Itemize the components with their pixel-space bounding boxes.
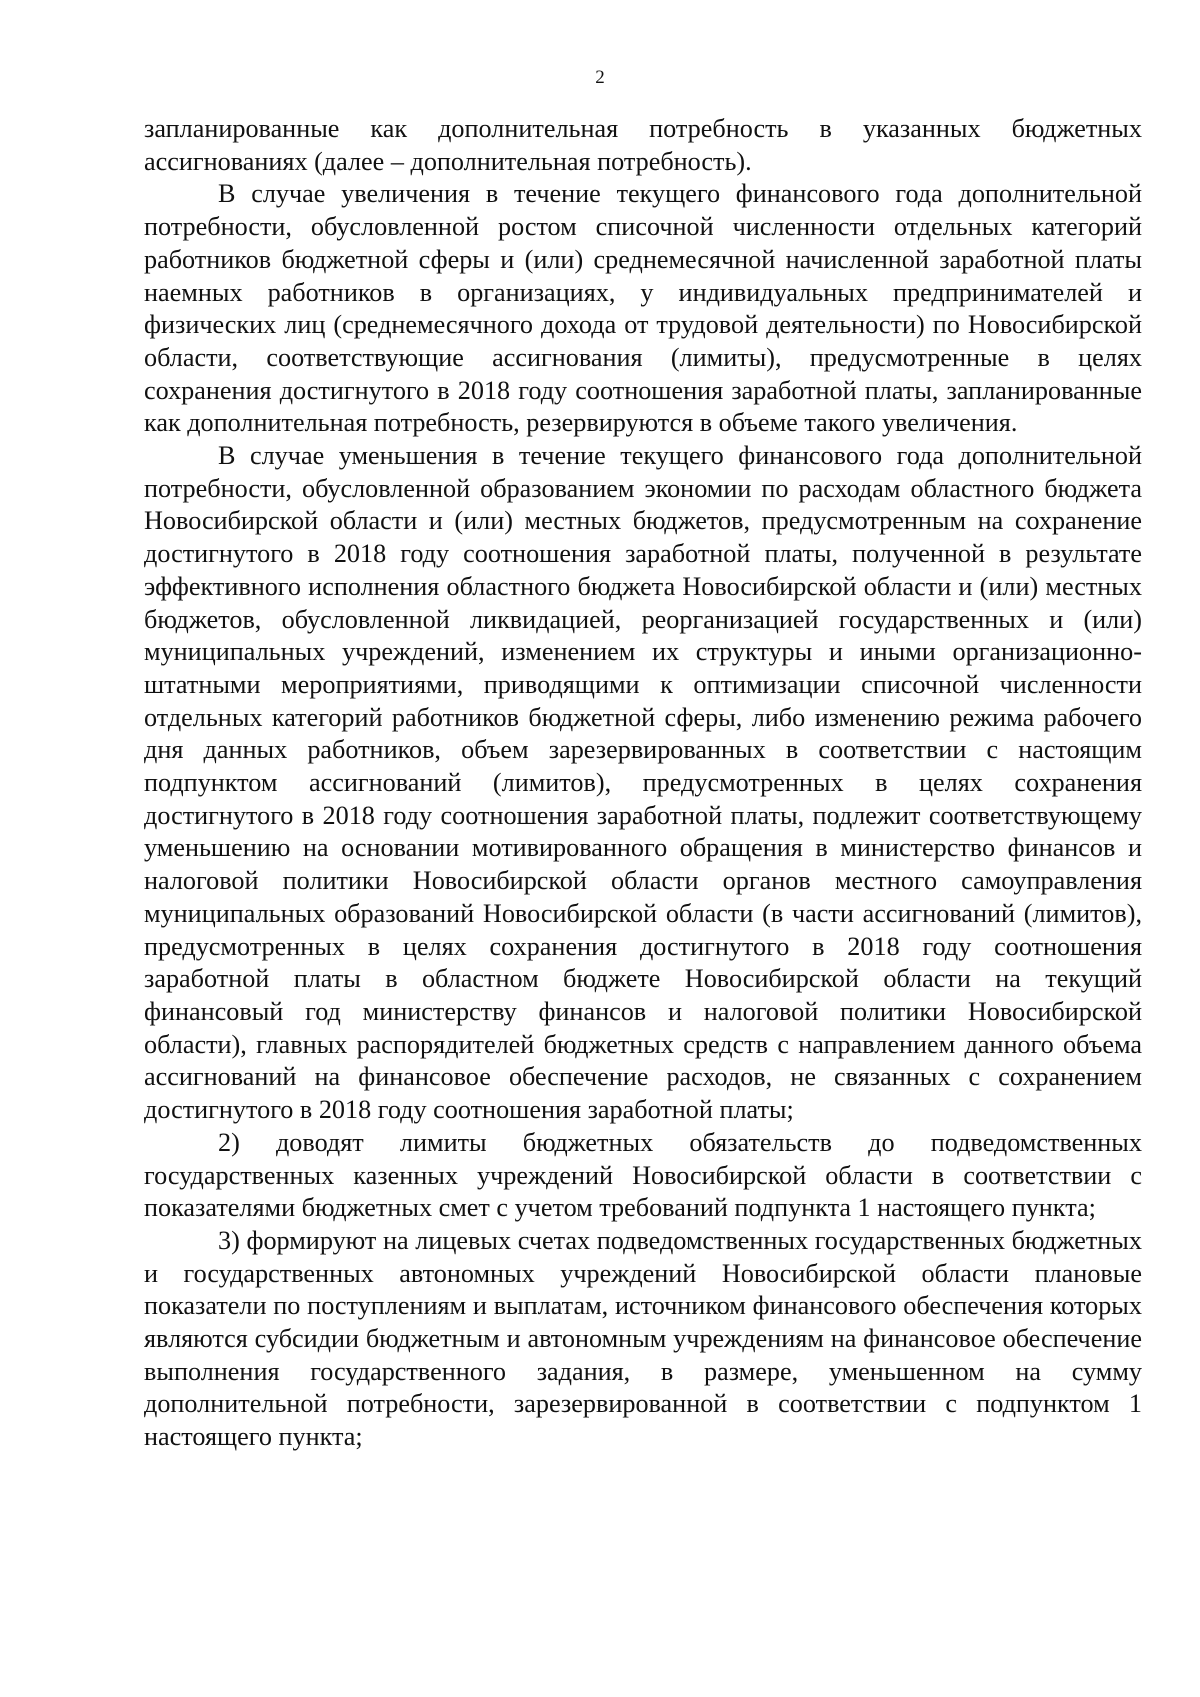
paragraph-increase-reserve: В случае увеличения в течение текущего финансового года дополнительной потребности, обусловленной ростом списочной численности отдельных категорий работников бюджетной сферы и (или) среднемесячной начисленной заработной платы наемных работников в организациях, у индивидуальных предпринимателей и физических лиц (среднемесячного дохода от трудовой деятельности) по Новосибирской области, соответствующие ассигнования (лимиты), предусмотренные в целях сохранения достигнутого в 2018 году соотношения заработной платы, запланированные как дополнительная потребность, резервируются в объеме такого увеличения. (144, 179, 1142, 438)
paragraph-decrease-reserve: В случае уменьшения в течение текущего финансового года дополнительной потребности, обусловленной образованием экономии по расходам областного бюджета Новосибирской области и (или) местных бюджетов, предусмотренным на сохранение достигнутого в 2018 году соотношения заработной платы, полученной в результате эффективного исполнения областного бюджета Новосибирской области и (или) местных бюджетов, обусловленной ликвидацией, реорганизацией государственных и (или) муниципальных учреждений, изменением их структуры и иными организационно-штатными мероприятиями, приводящими к оптимизации списочной численности отдельных категорий работников бюджетной сферы, либо изменению режима рабочего дня данных работников, объем зарезервированных в соответствии с настоящим подпунктом ассигнований (лимитов), предусмотренных в целях сохранения достигнутого в 2018 году соотношения заработной платы, подлежит соответствующему уменьшению на основании мотивированного обращения в министерство финансов и налоговой политики Новосибирской области органов местного самоуправления муниципальных образований Новосибирской области (в части ассигнований (лимитов), предусмотренных в целях сохранения достигнутого в 2018 году соотношения заработной платы в областном бюджете Новосибирской области на текущий финансовый год министерству финансов и налоговой политики Новосибирской области), главных распорядителей бюджетных средств с направлением данного объема ассигнований на финансовое обеспечение расходов, не связанных с сохранением достигнутого в 2018 году соотношения заработной платы; (144, 441, 1142, 1125)
paragraph-item-3: 3) формируют на лицевых счетах подведомственных государственных бюджетных и государственных автономных учреждений Новосибирской области плановые показатели по поступлениям и выплатам, источником финансового обеспечения которых являются субсидии бюджетным и автономным учреждениям на финансовое обеспечение выполнения государственного задания, в размере, уменьшенном на сумму дополнительной потребности, зарезервированной в соответствии с подпунктом 1 настоящего пункта; (144, 1225, 1142, 1452)
page-number: 2 (595, 67, 605, 88)
document-body (144, 113, 1142, 1454)
paragraph-continuation: запланированные как дополнительная потребность в указанных бюджетных ассигнованиях (далее – дополнительная потребность). (144, 114, 1142, 176)
paragraph-item-2: 2) доводят лимиты бюджетных обязательств до подведомственных государственных казенных учреждений Новосибирской области в соответствии с показателями бюджетных смет с учетом требований подпункта 1 настоящего пункта; (144, 1127, 1142, 1223)
